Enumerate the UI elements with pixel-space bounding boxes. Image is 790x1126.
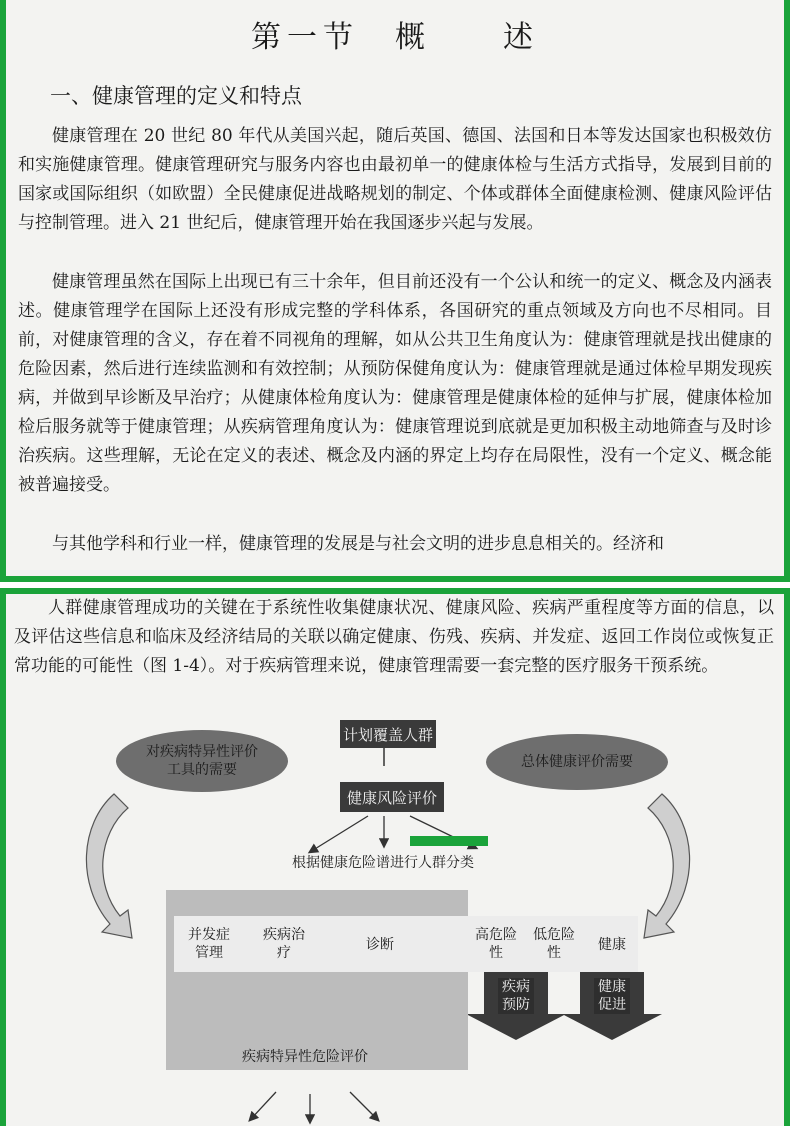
arrow-bottom-right xyxy=(350,1092,378,1120)
cell-health: 健康 xyxy=(598,937,626,953)
stratification-label: 根据健康危险谱进行人群分类 xyxy=(292,855,474,871)
disease-specific-risk-label: 疾病特异性危险评价 xyxy=(242,1049,368,1065)
box-plan-population: 计划覆盖人群 xyxy=(340,720,436,748)
paragraph-3: 与其他学科和行业一样，健康管理的发展是与社会文明的进步息息相关的。经济和 xyxy=(52,534,664,554)
cell-low-risk: 低危险性 xyxy=(533,927,575,961)
arrow-bottom-left xyxy=(250,1092,276,1120)
curved-arrow-right xyxy=(644,794,690,938)
ellipse-overall-assessment: 总体健康评价需要 xyxy=(486,734,668,790)
cell-diagnosis: 诊断 xyxy=(366,937,394,953)
tag-disease-prevention: 疾病预防 xyxy=(498,978,534,1014)
section-title: 第一节 概 述 xyxy=(251,20,539,55)
cell-disease-treatment: 疾病治疗 xyxy=(263,927,305,961)
paragraph-1: 健康管理在 20 世纪 80 年代从美国兴起，随后英国、德国、法国和日本等发达国家也积极效仿和实施健康管理。健康管理研究与服务内容也由最初单一的健康体检与生活方式指导，发展到目前的国家或国际组织（如欧盟）全民健康促进战略规划的制定、个体或群体全面健康检测、健康风险评估与控制管理。进入 21 世纪后，健康管理开始在我国逐步兴起与发展。 xyxy=(18,126,772,233)
ellipse-disease-specific-tools: 对疾病特异性评价工具的需要 xyxy=(116,730,288,792)
bottom-page-frame xyxy=(0,588,790,1126)
subsection-heading: 一、健康管理的定义和特点 xyxy=(50,84,302,108)
paragraph-4: 人群健康管理成功的关键在于系统性收集健康状况、健康风险、疾病严重程度等方面的信息，以及评估这些信息和临床及经济结局的关联以确定健康、伤残、疾病、并发症、返回工作岗位或恢复正常功能的可能性（图 1-4）。对于疾病管理来说，健康管理需要一套完整的医疗服务干预系统。 xyxy=(14,598,774,676)
tag-health-promotion: 健康促进 xyxy=(594,978,630,1014)
arrow-left xyxy=(310,816,368,852)
health-management-diagram xyxy=(6,594,784,1126)
box-health-risk-assessment: 健康风险评价 xyxy=(340,782,444,812)
green-highlight-bar xyxy=(410,836,488,846)
curved-arrow-left xyxy=(86,794,132,938)
paragraph-2: 健康管理虽然在国际上出现已有三十余年，但目前还没有一个公认和统一的定义、概念及内涵表述。健康管理学在国际上还没有形成完整的学科体系，各国研究的重点领域及方向也不尽相同。目前，对健康管理的含义，存在着不同视角的理解，如从公共卫生角度认为：健康管理就是找出健康的危险因素，然后进行连续监测和有效控制；从预防保健角度认为：健康管理就是通过体检早期发现疾病，并做到早诊断及早治疗；从健康体检角度认为：健康管理是健康体检的延伸与扩展，健康体检加检后服务就等于健康管理；从疾病管理角度认为：健康管理说到底就是更加积极主动地筛查与及时诊治疾病。这些理解，无论在定义的表述、概念及内涵的界定上均存在局限性，没有一个定义、概念能被普遍接受。 xyxy=(18,272,772,495)
cell-high-risk: 高危险性 xyxy=(475,927,517,961)
cell-complication-management: 并发症管理 xyxy=(188,927,230,961)
